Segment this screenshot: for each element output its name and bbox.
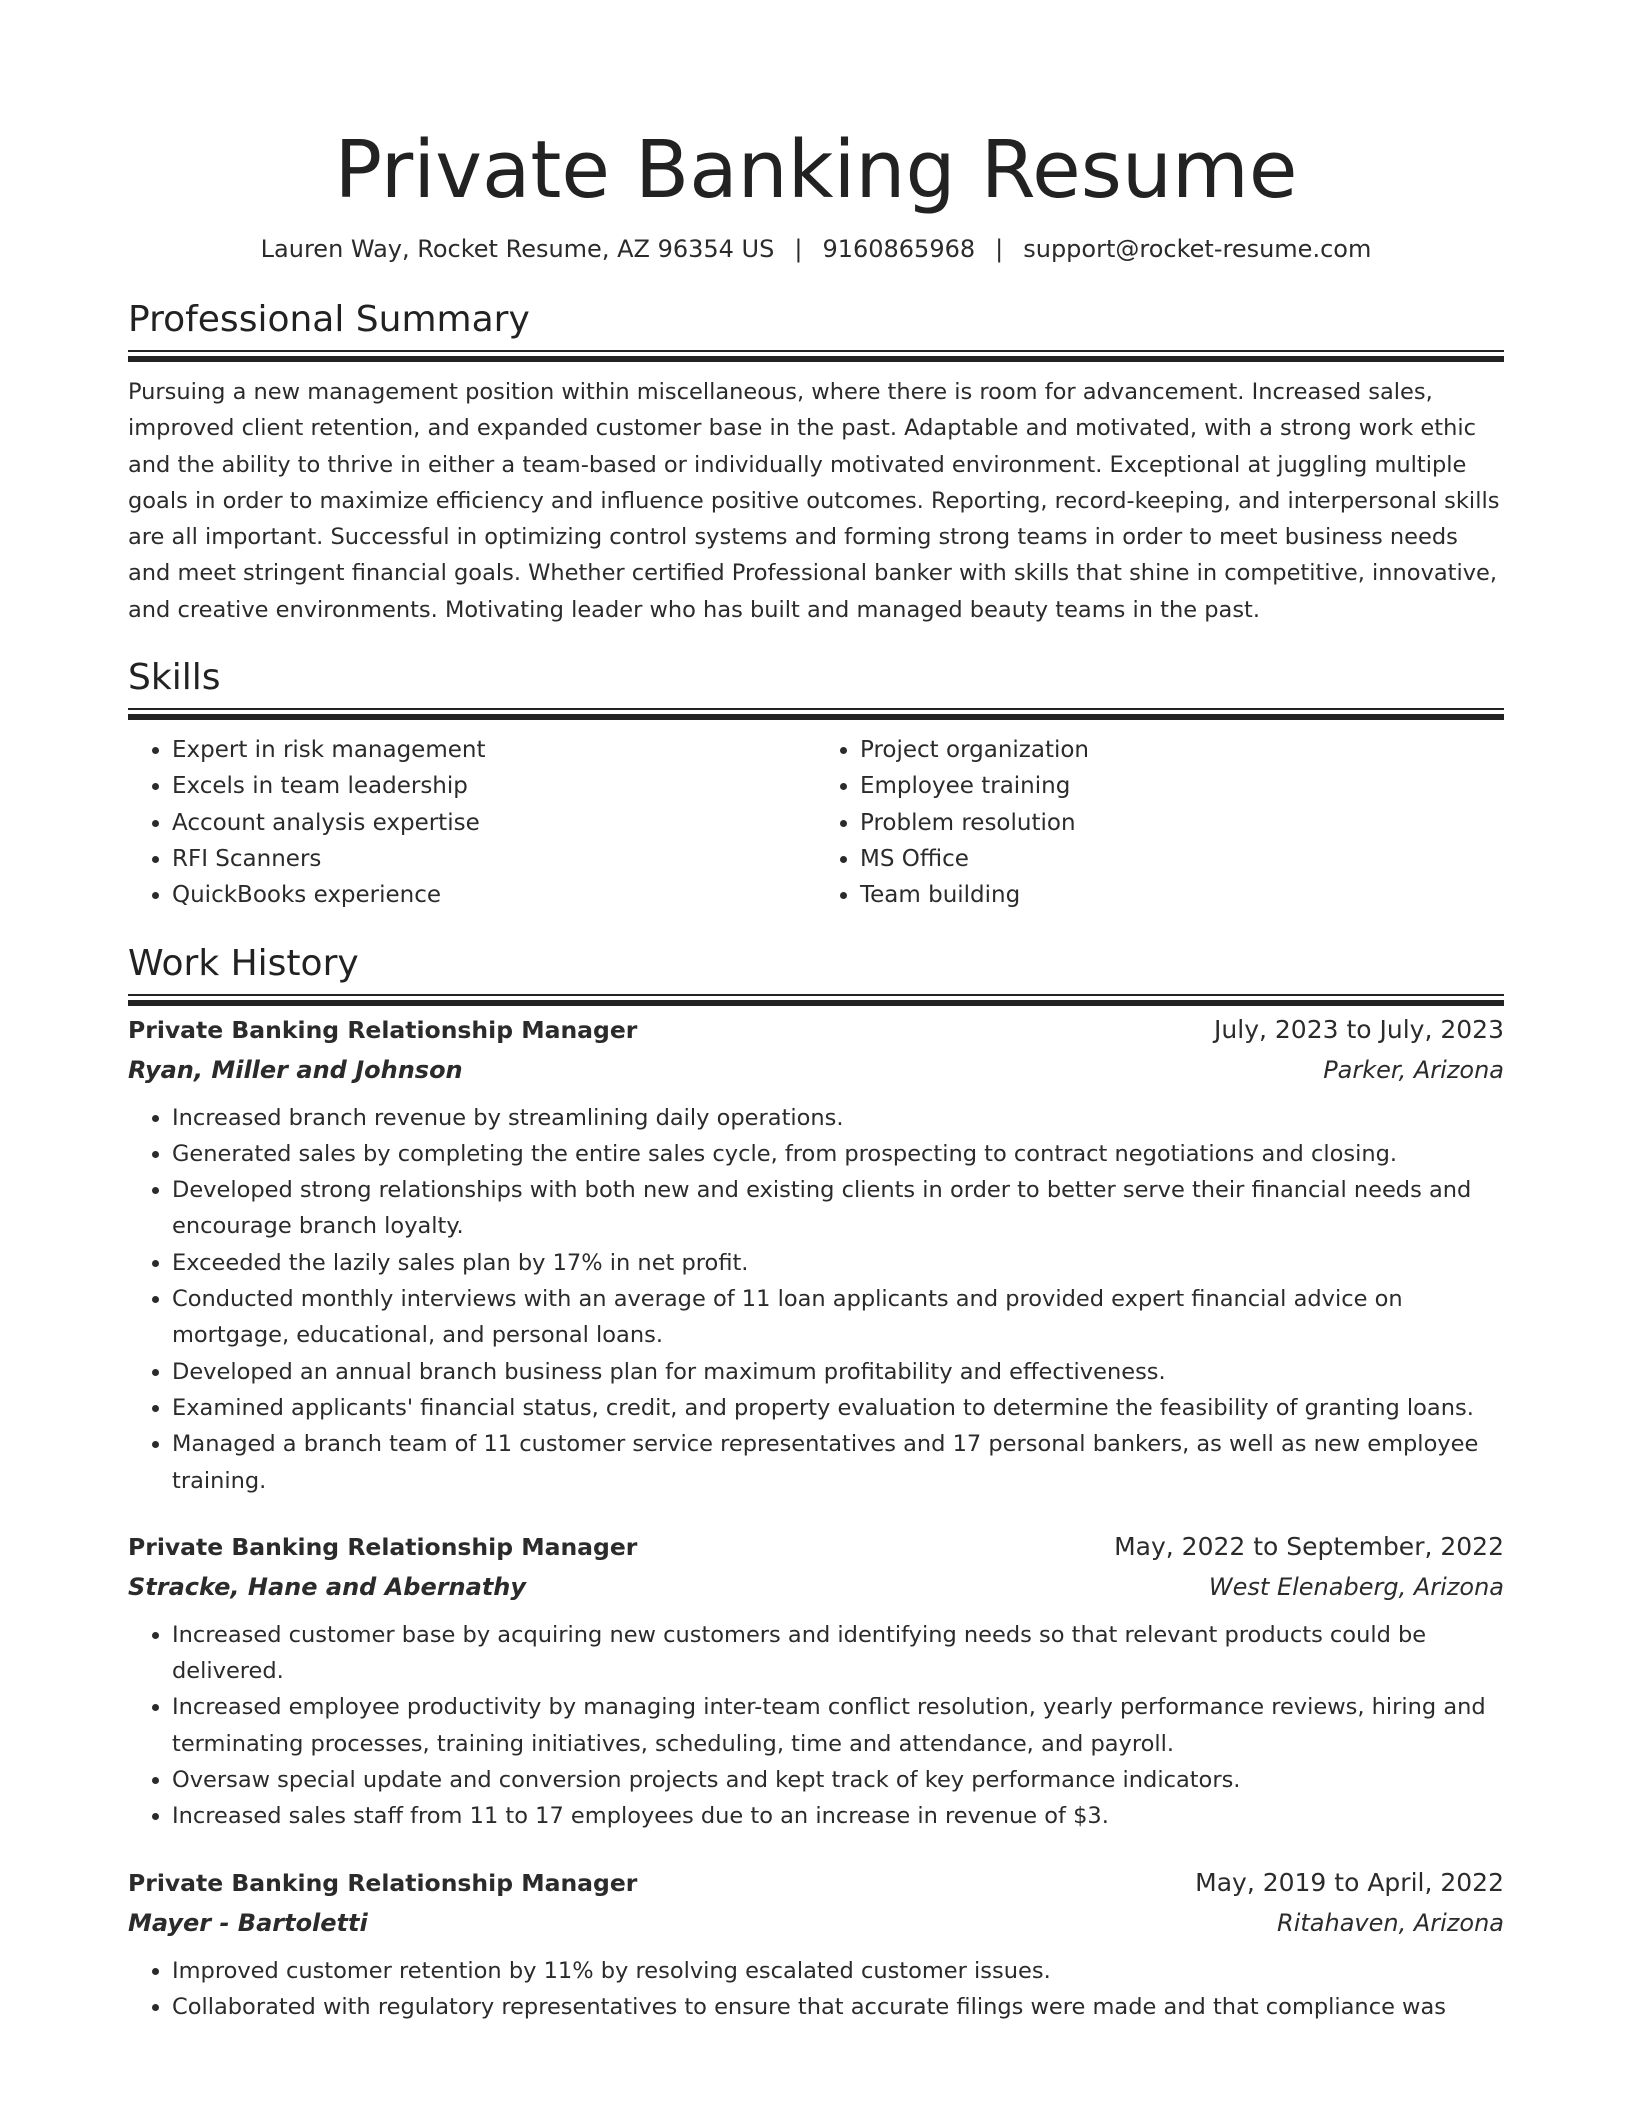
job-dates: July, 2023 to July, 2023	[1214, 1014, 1504, 1044]
skill-item: • Team building	[860, 877, 1504, 913]
skills-columns	[128, 732, 1504, 913]
work-history-heading: Work History	[128, 942, 359, 984]
section-divider	[128, 994, 1504, 1006]
job-title-row	[128, 1863, 1504, 1903]
job-title: Private Banking Relationship Manager	[128, 1868, 638, 1897]
job-company-row	[128, 1903, 1504, 1943]
skills-section	[128, 654, 1504, 913]
job-bullet: • Increased branch revenue by streamlining daily operations.	[172, 1100, 1504, 1136]
job-entry	[128, 1527, 1504, 1835]
job-bullet: • Managed a branch team of 11 customer service representatives and 17 personal bankers, as well as new employee training.	[172, 1426, 1504, 1499]
job-dates: May, 2019 to April, 2022	[1195, 1867, 1504, 1897]
job-company-row	[128, 1567, 1504, 1607]
summary-heading: Professional Summary	[128, 299, 530, 340]
job-company: Mayer - Bartoletti	[128, 1908, 368, 1937]
job-bullet: • Exceeded the lazily sales plan by 17% in net profit.	[172, 1245, 1504, 1281]
job-bullet: • Generated sales by completing the entire sales cycle, from prospecting to contract negotiations and closing.	[172, 1136, 1504, 1172]
skill-item: • Project organization	[860, 732, 1504, 768]
skills-heading: Skills	[128, 657, 221, 699]
resume-page	[128, 0, 1504, 2112]
job-bullet: • Increased employee productivity by managing inter-team conflict resolution, yearly performance reviews, hiring and terminating processes, training initiatives, scheduling, time and attendance, and payroll.	[172, 1689, 1504, 1762]
job-bullet: • Examined applicants' financial status, credit, and property evaluation to determine the feasibility of granting loans.	[172, 1390, 1504, 1426]
job-dates: May, 2022 to September, 2022	[1114, 1531, 1504, 1561]
section-divider	[128, 708, 1504, 720]
skill-item: • Problem resolution	[860, 805, 1504, 841]
skills-list-left	[128, 732, 816, 913]
skill-item: • MS Office	[860, 841, 1504, 877]
job-bullet: • Collaborated with regulatory representatives to ensure that accurate filings were made and that compliance was	[172, 1989, 1504, 2025]
section-divider	[128, 350, 1504, 362]
job-location: Ritahaven, Arizona	[1277, 1908, 1504, 1937]
job-bullet: • Increased customer base by acquiring new customers and identifying needs so that relevant products could be delivered.	[172, 1617, 1504, 1690]
skill-item: • Excels in team leadership	[172, 768, 816, 804]
job-company: Ryan, Miller and Johnson	[128, 1055, 463, 1084]
skill-item: • Account analysis expertise	[172, 805, 816, 841]
resume-title: Private Banking Resume	[334, 124, 1298, 216]
contact-email: support@rocket-resume.com	[1023, 235, 1372, 263]
job-bullet: • Increased sales staff from 11 to 17 employees due to an increase in revenue of $3.	[172, 1798, 1504, 1834]
contact-separator: |	[995, 235, 1004, 263]
summary-text: Pursuing a new management position within miscellaneous, where there is room for advancement. Increased sales, improved client retention, and expanded customer base in the past. Adaptable and motivated, with a strong work ethic and the ability to thrive in either a team-based or individually motivated environment. Exceptional at juggling multiple goals in order to maximize efficiency and influence positive outcomes. Reporting, record-keeping, and interpersonal skills are all important. Successful in optimizing control systems and forming strong teams in order to meet business needs and meet stringent financial goals. Whether certified Professional banker with skills that shine in competitive, innovative, and creative environments. Motivating leader who has built and managed beauty teams in the past.	[128, 379, 1500, 623]
skills-list-right	[816, 732, 1504, 913]
contact-line	[128, 232, 1504, 266]
job-entry	[128, 1010, 1504, 1499]
job-title: Private Banking Relationship Manager	[128, 1015, 638, 1044]
skill-item: • RFI Scanners	[172, 841, 816, 877]
job-bullet: • Improved customer retention by 11% by resolving escalated customer issues.	[172, 1953, 1504, 1989]
job-title-row	[128, 1010, 1504, 1050]
job-title: Private Banking Relationship Manager	[128, 1532, 638, 1561]
job-bullet: • Conducted monthly interviews with an average of 11 loan applicants and provided expert financial advice on mortgage, educational, and personal loans.	[172, 1281, 1504, 1354]
job-bullets	[128, 1953, 1504, 2026]
job-company: Stracke, Hane and Abernathy	[128, 1572, 527, 1601]
job-bullets	[128, 1100, 1504, 1499]
job-location: West Elenaberg, Arizona	[1208, 1572, 1504, 1601]
work-history-section	[128, 940, 1504, 2026]
contact-address: Lauren Way, Rocket Resume, AZ 96354 US	[260, 235, 775, 263]
contact-separator: |	[794, 235, 803, 263]
job-company-row	[128, 1050, 1504, 1090]
job-bullet: • Oversaw special update and conversion projects and kept track of key performance indicators.	[172, 1762, 1504, 1798]
contact-phone: 9160865968	[822, 235, 976, 263]
job-location: Parker, Arizona	[1323, 1055, 1504, 1084]
job-bullet: • Developed an annual branch business plan for maximum profitability and effectiveness.	[172, 1354, 1504, 1390]
job-bullets	[128, 1617, 1504, 1835]
skill-item: • Employee training	[860, 768, 1504, 804]
summary-section	[128, 296, 1504, 628]
skill-item: • QuickBooks experience	[172, 877, 816, 913]
skill-item: • Expert in risk management	[172, 732, 816, 768]
job-bullet: • Developed strong relationships with both new and existing clients in order to better serve their financial needs and encourage branch loyalty.	[172, 1172, 1504, 1245]
job-entry	[128, 1863, 1504, 2026]
job-title-row	[128, 1527, 1504, 1567]
